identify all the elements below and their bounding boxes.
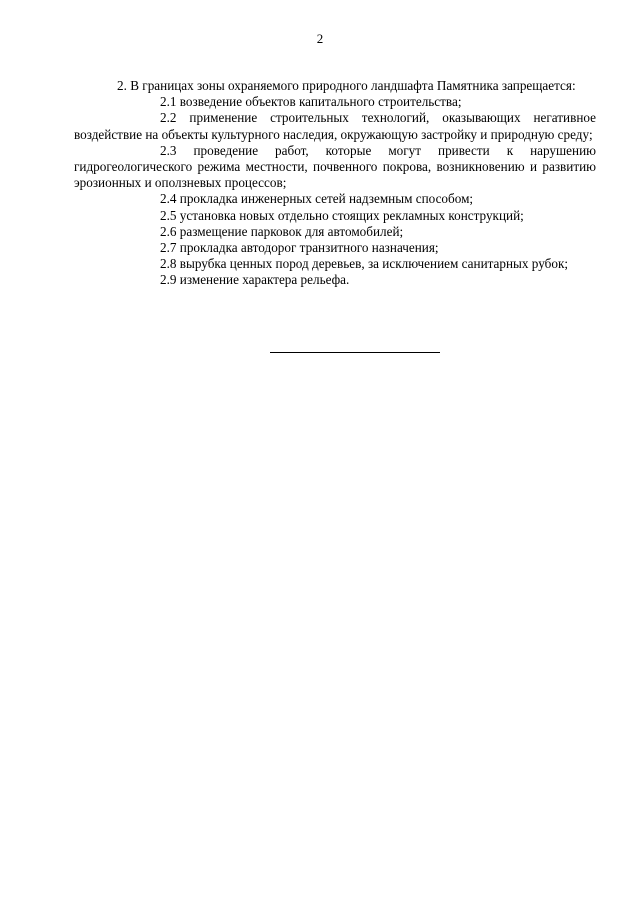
- item-text: проведение работ, которые могут привести к нарушению гидрогеологического режима местности, почвенного покрова, возникновению и развитию эрозионных и оползневых процессов;: [74, 142, 596, 191]
- list-item: [74, 208, 596, 224]
- item-number: 2.3: [160, 142, 177, 158]
- list-item: [74, 272, 596, 288]
- item-number: 2.7: [160, 240, 177, 256]
- item-text: изменение характера рельефа.: [179, 272, 350, 288]
- list-item: [74, 240, 596, 256]
- item-text: вырубка ценных пород деревьев, за исключением санитарных рубок;: [179, 256, 569, 272]
- document-body: [74, 78, 596, 289]
- item-number: 2.4: [160, 191, 177, 207]
- item-number: 2.8: [160, 256, 177, 272]
- item-number: 2.2: [160, 110, 177, 126]
- item-text: применение строительных технологий, оказывающих негативное воздействие на объекты культурного наследия, окружающую застройку и природную среду;: [74, 110, 597, 142]
- intro-paragraph: 2. В границах зоны охраняемого природного ландшафта Памятника запрещается:: [117, 78, 576, 93]
- item-text: прокладка автодорог транзитного назначения;: [179, 240, 439, 256]
- list-item: [74, 94, 596, 110]
- item-number: 2.9: [160, 272, 177, 288]
- closing-divider-line: [270, 352, 440, 353]
- list-item: [74, 256, 596, 272]
- page-number: 2: [316, 31, 324, 46]
- item-number: 2.5: [160, 207, 177, 223]
- list-item: [74, 110, 596, 142]
- item-text: возведение объектов капитального строительства;: [179, 94, 462, 110]
- list-item: [74, 143, 596, 192]
- item-text: прокладка инженерных сетей надземным способом;: [179, 191, 474, 207]
- item-text: установка новых отдельно стоящих рекламных конструкций;: [179, 207, 524, 223]
- list-item: [74, 224, 596, 240]
- item-text: размещение парковок для автомобилей;: [179, 223, 404, 239]
- item-number: 2.1: [160, 94, 177, 110]
- item-number: 2.6: [160, 223, 177, 239]
- list-item: [74, 191, 596, 207]
